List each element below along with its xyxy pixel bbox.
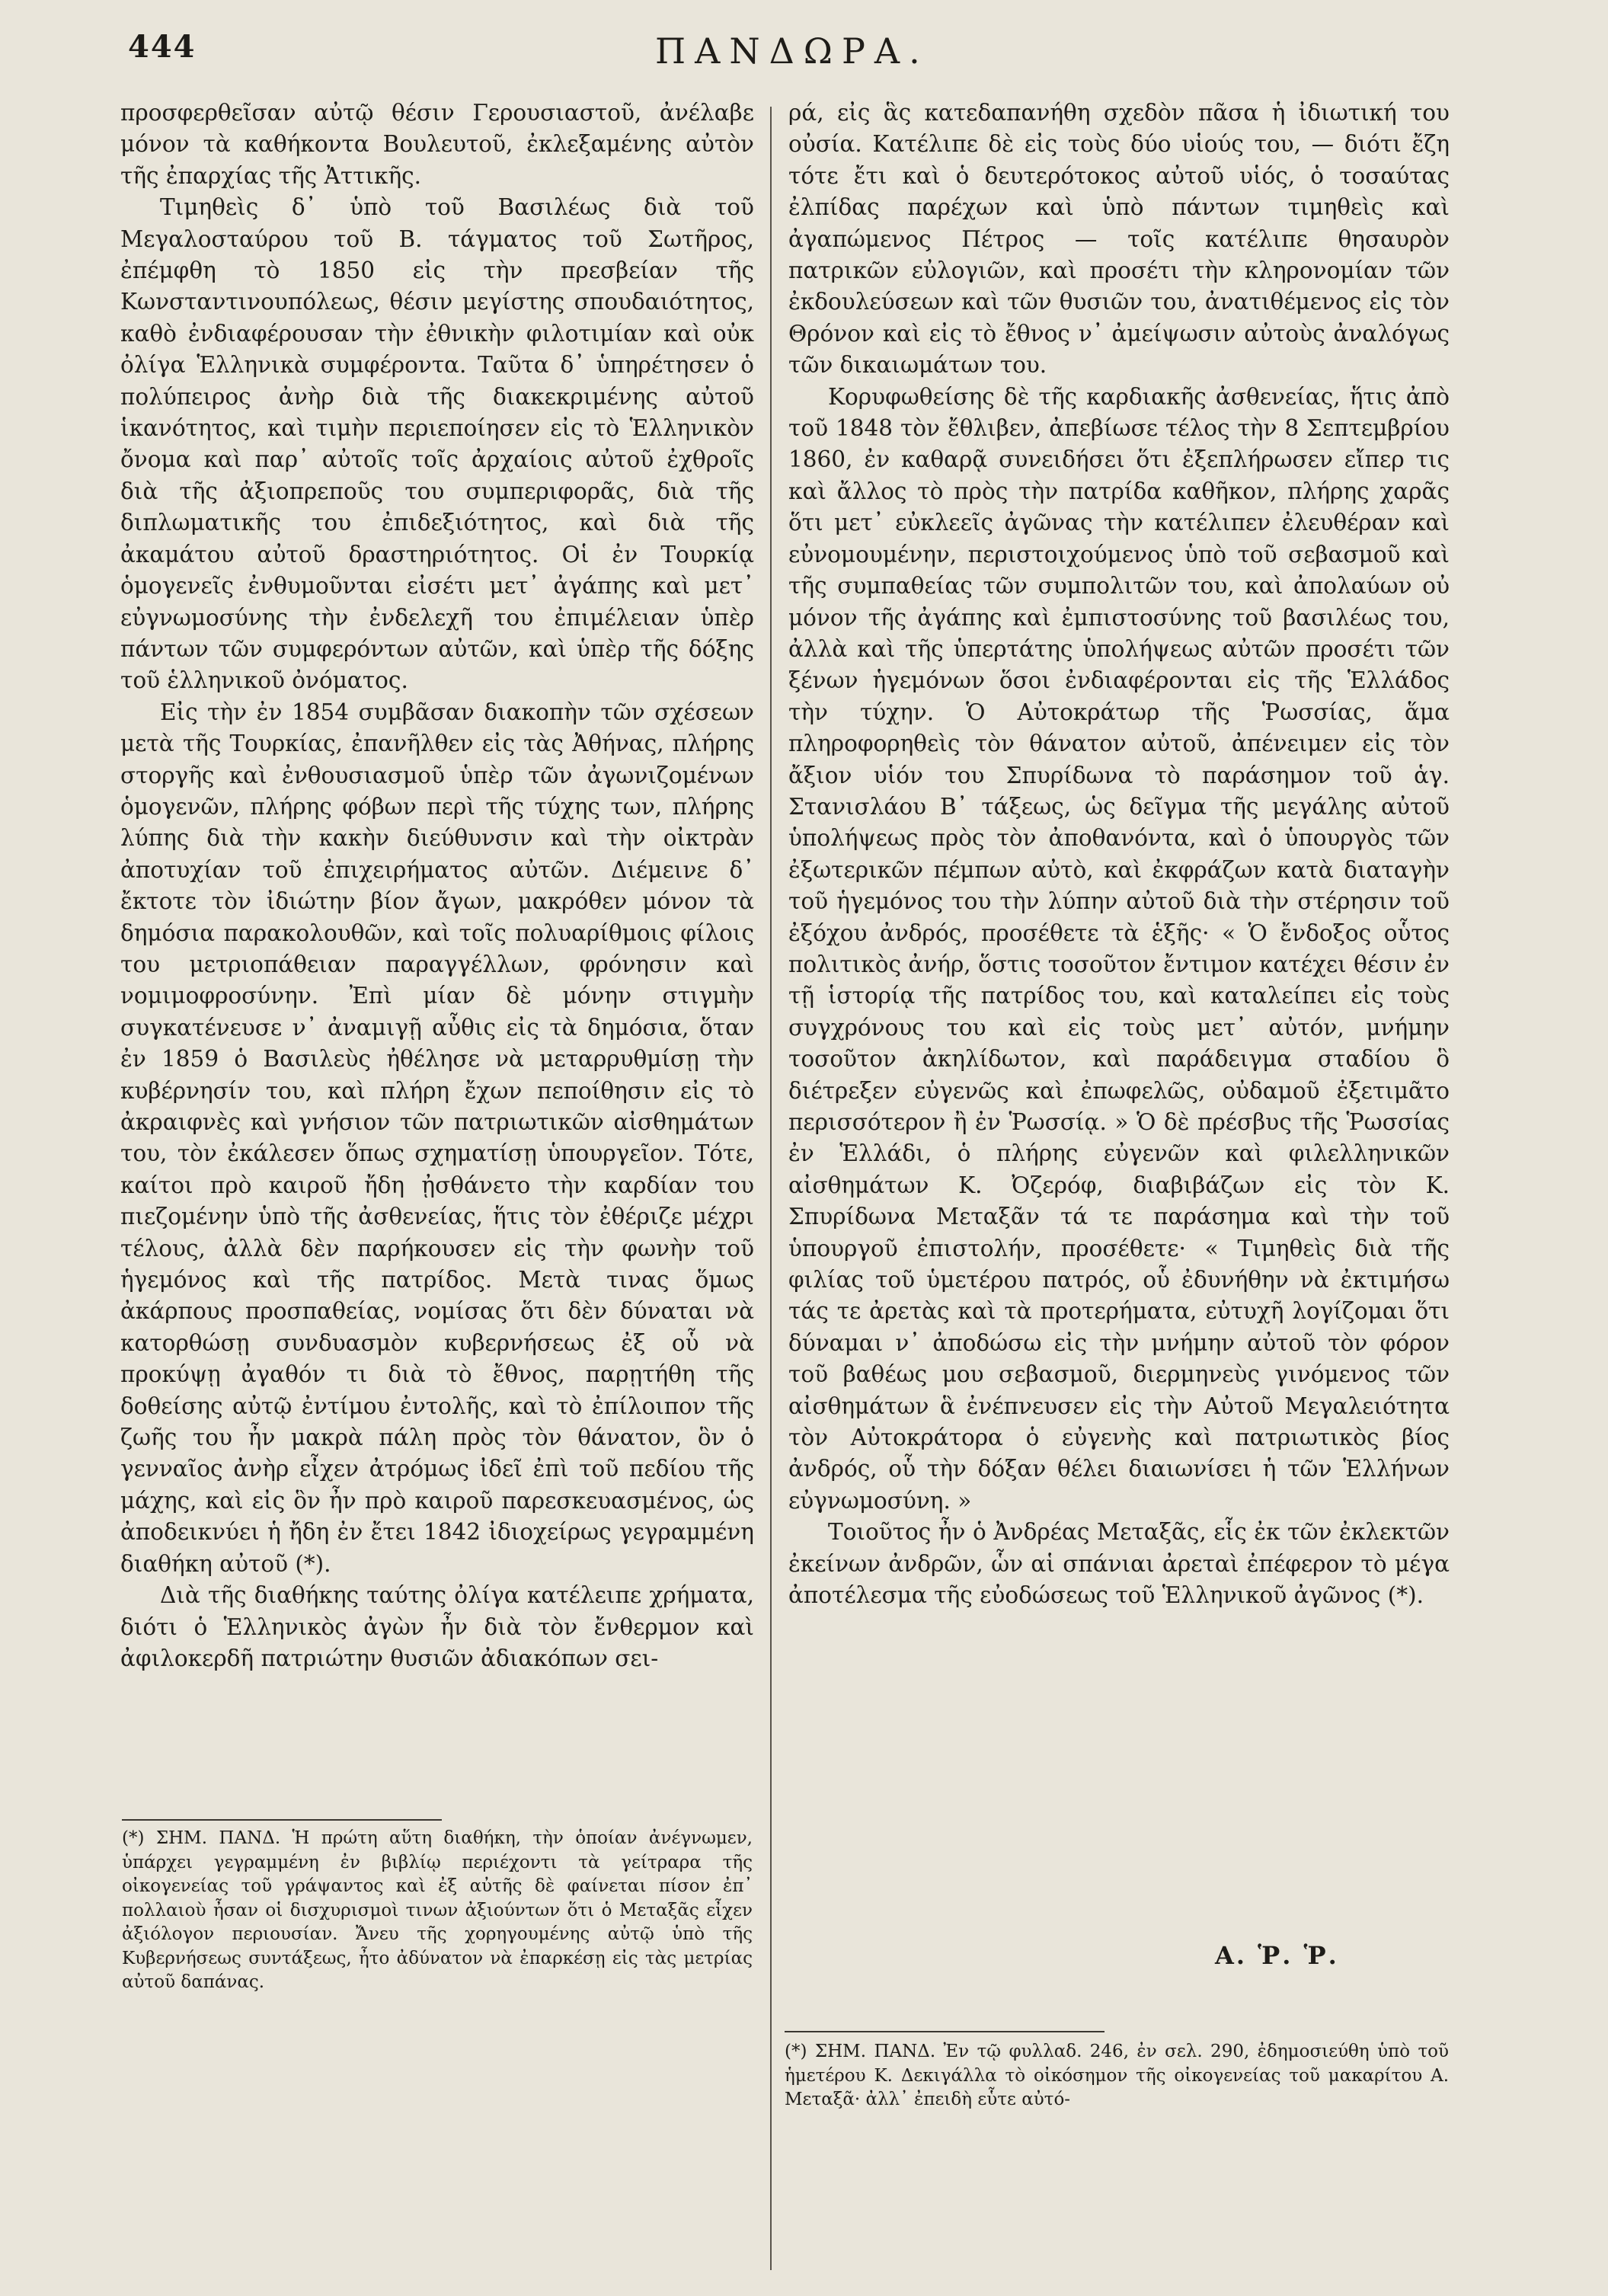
column-divider: [770, 107, 772, 2270]
running-title: ΠΑΝΔΩΡΑ.: [655, 30, 929, 72]
author-signature: Α. Ῥ. Ῥ.: [1215, 1941, 1339, 1970]
right-paragraph-1: ρά, εἰς ἃς κατεδαπανήθη σχεδὸν πᾶσα ἡ ἰδιωτική του οὐσία. Κατέλιπε δὲ εἰς τοὺς δύο υἱούς του, — διότι ἔζη τότε ἔτι καὶ ὁ δευτερότοκος αὐτοῦ υἱός, ὁ τοσαύτας ἐλπίδας παρέχων καὶ ὑπὸ πάντων τιμηθεὶς καὶ ἀγαπώμενος Πέτρος — τοῖς κατέλιπε θησαυρὸν πατρικῶν εὐλογιῶν, καὶ προσέτι τὴν κληρονομίαν τῶν ἐκδουλεύσεων καὶ τῶν θυσιῶν του, ἀνατιθέμενος εἰς τὸν Θρόνον καὶ εἰς τὸ ἔθνος ν᾽ ἀμείψωσιν αὐτοὺς ἀναλόγως τῶν δικαιωμάτων του.: [788, 100, 1450, 379]
page-number: 444: [128, 29, 197, 65]
left-column: [120, 98, 754, 1674]
footnote-right: (*) ΣΗΜ. ΠΑΝΔ. Ἐν τῷ φυλλαδ. 246, ἐν σελ. 290, ἐδημοσιεύθη ὑπὸ τοῦ ἡμετέρου Κ. Δεκιγάλλα τὸ οἰκόσημον τῆς οἰκογενείας τοῦ μακαρίτου Α. Μεταξᾶ· ἀλλ᾽ ἐπειδὴ εὗτε αὐτό-: [785, 2042, 1449, 2109]
right-paragraph-3: Τοιοῦτος ἦν ὁ Ἀνδρέας Μεταξᾶς, εἷς ἐκ τῶν ἐκλεκτῶν ἐκείνων ἀνδρῶν, ὧν αἱ σπάνιαι ἀρεταὶ ἐπέφερον τὸ μέγα ἀποτέλεσμα τῆς εὐοδώσεως τοῦ Ἑλληνικοῦ ἀγῶνος (*).: [788, 1519, 1450, 1609]
left-paragraph-1: προσφερθεῖσαν αὐτῷ θέσιν Γερουσιαστοῦ, ἀνέλαβε μόνον τὰ καθήκοντα Βουλευτοῦ, ἐκλεξαμένης αὐτὸν τῆς ἐπαρχίας τῆς Ἀττικῆς.: [120, 100, 754, 189]
left-paragraph-2: Τιμηθεὶς δ᾽ ὑπὸ τοῦ Βασιλέως διὰ τοῦ Μεγαλοσταύρου τοῦ Β. τάγματος τοῦ Σωτῆρος, ἐπέμφθη τὸ 1850 εἰς τὴν πρεσβείαν τῆς Κωνσταντινουπόλεως, θέσιν μεγίστης σπουδαιότητος, καθὸ ἐνδιαφέρουσαν τὴν ἐθνικὴν φιλοτιμίαν καὶ οὐκ ὀλίγα Ἑλληνικὰ συμφέροντα. Ταῦτα δ᾽ ὑπηρέτησεν ὁ πολύπειρος ἀνὴρ διὰ τῆς διακεκριμένης αὐτοῦ ἱκανότητος, καὶ τιμὴν περιεποίησεν εἰς τὸ Ἑλληνικὸν ὄνομα καὶ παρ᾽ αὐτοῖς τοῖς ἀρχαίοις αὐτοῦ ἐχθροῖς διὰ τῆς ἀξιοπρεποῦς του συμπεριφορᾶς, διὰ τῆς διπλωματικῆς του ἐπιδεξιότητος, καὶ διὰ τῆς ἀκαμάτου αὐτοῦ δραστηριότητος. Οἱ ἐν Τουρκίᾳ ὁμογενεῖς ἐνθυμοῦνται εἰσέτι μετ᾽ ἀγάπης καὶ μετ᾽ εὐγνωμοσύνης τὴν ἐνδελεχῆ του ἐπιμέλειαν ὑπὲρ πάντων τῶν συμφερόντων αὐτῶν, καὶ ὑπὲρ τῆς δόξης τοῦ ἑλληνικοῦ ὀνόματος.: [120, 194, 754, 694]
left-paragraph-4: Διὰ τῆς διαθήκης ταύτης ὀλίγα κατέλειπε χρήματα, διότι ὁ Ἑλληνικὸς ἀγὼν ἦν διὰ τὸν ἔνθερμον καὶ ἀφιλοκερδῆ πατριώτην θυσιῶν ἀδιακόπων σει-: [120, 1582, 754, 1671]
footnote-left: (*) ΣΗΜ. ΠΑΝΔ. Ἡ πρώτη αὕτη διαθήκη, τὴν ὁποίαν ἀνέγνωμεν, ὑπάρχει γεγραμμένη ἐν βιβλίῳ περιέχοντι τὰ γείτραρα τῆς οἰκογενείας τοῦ γράψαντος καὶ ἐξ αὐτῆς δὲ φαίνεται πίσον ἐπ᾽ πολλαιοὺ ἦσαν οἱ δισχυρισμοὶ τινων ἀξιούντων ὅτι ὁ Μεταξᾶς εἶχεν ἀξιόλογον περιουσίαν. Ἄνευ τῆς χορηγουμένης αὐτῷ ὑπὸ τῆς Κυβερνήσεως συντάξεως, ἦτο ἀδύνατον νὰ ἐπαρκέσῃ εἰς τὰς μετρίας αὐτοῦ δαπάνας.: [122, 1828, 753, 1992]
right-column: [788, 98, 1450, 1612]
left-paragraph-3: Εἰς τὴν ἐν 1854 συμβᾶσαν διακοπὴν τῶν σχέσεων μετὰ τῆς Τουρκίας, ἐπανῆλθεν εἰς τὰς Ἀθήνας, πλήρης στοργῆς καὶ ἐνθουσιασμοῦ ὑπὲρ τῶν ἀγωνιζομένων ὁμογενῶν, πλήρης φόβων περὶ τῆς τύχης των, πλήρης λύπης διὰ τὴν κακὴν διεύθυνσιν καὶ τὴν οἰκτρὰν ἀποτυχίαν τοῦ ἐπιχειρήματος αὐτῶν. Διέμεινε δ᾽ ἔκτοτε τὸν ἰδιώτην βίον ἄγων, μακρόθεν μόνον τὰ δημόσια παρακολουθῶν, καὶ τοῖς πολυαρίθμοις φίλοις του μετριοπάθειαν παραγγέλλων, φρόνησιν καὶ νομιμοφροσύνην. Ἐπὶ μίαν δὲ μόνην στιγμὴν συγκατένευσε ν᾽ ἀναμιγῇ αὖθις εἰς τὰ δημόσια, ὅταν ἐν 1859 ὁ Βασιλεὺς ἠθέλησε νὰ μεταρρυθμίσῃ τὴν κυβέρνησίν του, καὶ πλήρη ἔχων πεποίθησιν εἰς τὸ ἀκραιφνὲς καὶ γνήσιον τῶν πατριωτικῶν αἰσθημάτων του, τὸν ἐκάλεσεν ὅπως σχηματίσῃ ὑπουργεῖον. Τότε, καίτοι πρὸ καιροῦ ἤδη ᾐσθάνετο τὴν καρδίαν του πιεζομένην ὑπὸ τῆς ἀσθενείας, ἥτις τὸν ἐθέριζε μέχρι τέλους, ἀλλὰ δὲν παρήκουσεν εἰς τὴν φωνὴν τοῦ ἡγεμόνος καὶ τῆς πατρίδος. Μετὰ τινας ὅμως ἀκάρπους προσπαθείας, νομίσας ὅτι δὲν δύναται νὰ κατορθώσῃ συνδυασμὸν κυβερνήσεως ἐξ οὗ νὰ προκύψῃ ἀγαθόν τι διὰ τὸ ἔθνος, παρῃτήθη τῆς δοθείσης αὐτῷ ἐντίμου ἐντολῆς, καὶ τὸ ἐπίλοιπον τῆς ζωῆς του ἦν μακρὰ πάλη πρὸς τὸν θάνατον, ὃν ὁ γενναῖος ἀνὴρ εἶχεν ἀτρόμως ἰδεῖ ἐπὶ τοῦ πεδίου τῆς μάχης, καὶ εἰς ὃν ἦν πρὸ καιροῦ παρεσκευασμένος, ὡς ἀποδεικνύει ἡ ἤδη ἐν ἔτει 1842 ἰδιοχείρως γεγραμμένη διαθήκη αὐτοῦ (*).: [120, 699, 754, 1577]
footnote-separator-right: [785, 2031, 1105, 2032]
right-paragraph-2: Κορυφωθείσης δὲ τῆς καρδιακῆς ἀσθενείας, ἥτις ἀπὸ τοῦ 1848 τὸν ἔθλιβεν, ἀπεβίωσε τέλος τὴν 8 Σεπτεμβρίου 1860, ἐν καθαρᾷ συνειδήσει ὅτι ἐξεπλήρωσεν εἴπερ τις καὶ ἄλλος τὸ πρὸς τὴν πατρίδα καθῆκον, πλήρης χαρᾶς ὅτι μετ᾽ εὐκλεεῖς ἀγῶνας τὴν κατέλιπεν ἐλευθέραν καὶ εὐνομουμένην, περιστοιχούμενος ὑπὸ τοῦ σεβασμοῦ καὶ τῆς συμπαθείας τῶν συμπολιτῶν του, καὶ ἀπολαύων οὐ μόνον τῆς ἀγάπης καὶ ἐμπιστοσύνης τοῦ βασιλέως του, ἀλλὰ καὶ τῆς ὑπερτάτης ὑπολήψεως αὐτῶν προσέτι τῶν ξένων ἡγεμόνων ὅσοι ἐνδιαφέρονται εἰς τῆς Ἑλλάδος τὴν τύχην. Ὁ Αὐτοκράτωρ τῆς Ῥωσσίας, ἅμα πληροφορηθεὶς τὸν θάνατον αὐτοῦ, ἀπένειμεν εἰς τὸν ἄξιον υἱόν του Σπυρίδωνα τὸ παράσημον τοῦ ἁγ. Στανισλάου Β᾽ τάξεως, ὡς δεῖγμα τῆς μεγάλης αὐτοῦ ὑπολήψεως πρὸς τὸν ἀποθανόντα, καὶ ὁ ὑπουργὸς τῶν ἐξωτερικῶν πέμπων αὐτὸ, καὶ ἐκφράζων κατὰ διαταγὴν τοῦ ἡγεμόνος του τὴν λύπην αὐτοῦ διὰ τὴν στέρησιν τοῦ ἐξόχου ἀνδρός, προσέθετε τὰ ἑξῆς· « Ὁ ἔνδοξος οὗτος πολιτικὸς ἀνήρ, ὅστις τοσοῦτον ἔντιμον κατέχει θέσιν ἐν τῇ ἱστορίᾳ τῆς πατρίδος του, καὶ καταλείπει εἰς τοὺς συγχρόνους του καὶ εἰς τοὺς μετ᾽ αὐτόν, μνήμην τοσοῦτον ἀκηλίδωτον, καὶ παράδειγμα σταδίου ὃ διέτρεξεν εὐγενῶς καὶ ἐπωφελῶς, οὐδαμοῦ ἐξετιμᾶτο περισσότερον ἢ ἐν Ῥωσσίᾳ. » Ὁ δὲ πρέσβυς τῆς Ῥωσσίας ἐν Ἑλλάδι, ὁ πλήρης εὐγενῶν καὶ φιλελληνικῶν αἰσθημάτων Κ. Ὀζερόφ, διαβιβάζων εἰς τὸν Κ. Σπυρίδωνα Μεταξᾶν τά τε παράσημα καὶ τὴν τοῦ ὑπουργοῦ ἐπιστολήν, προσέθετε· « Τιμηθεὶς διὰ τῆς φιλίας τοῦ ὑμετέρου πατρός, οὗ ἐδυνήθην νὰ ἐκτιμήσω τάς τε ἀρετὰς καὶ τὰ προτερήματα, εὐτυχῆ λογίζομαι ὅτι δύναμαι ν᾽ ἀποδώσω εἰς τὴν μνήμην αὐτοῦ τὸν φόρον τοῦ βαθέως μου σεβασμοῦ, διερμηνεὺς γινόμενος τῶν αἰσθημάτων ἃ ἐνέπνευσεν εἰς τὴν Αὐτοῦ Μεγαλειότητα τὸν Αὐτοκράτορα ὁ εὐγενὴς καὶ πατριωτικὸς βίος ἀνδρός, οὗ τὴν δόξαν θέλει διαιωνίσει ἡ τῶν Ἑλλήνων εὐγνωμοσύνη. »: [788, 383, 1450, 1514]
footnote-separator-left: [122, 1819, 442, 1821]
